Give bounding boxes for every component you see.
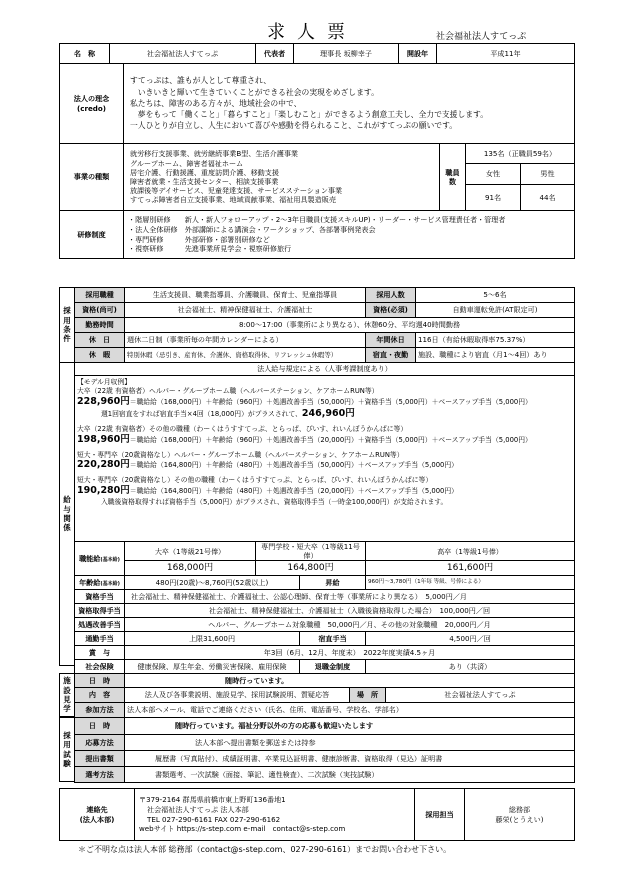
business-list: 就労移行支援事業、就労継続事業B型、生活介護事業 グループホーム、障害者福祉ホーム 居宅介護、行動援護、重度訪問介護、移動支援 障害者就業・生活支援センター、相談支援事業 放課後等デイサービス、児童発達支援、サービスステーション事業 すてっぷ障害者自立支援事業、地域貢献事業、福祉用具製造販売 [124, 144, 440, 211]
hours-label: 勤務時間 [75, 318, 125, 333]
tour-side-label: 施 設 見 学 [59, 673, 75, 717]
male-label: 男性 [521, 164, 575, 185]
page-title: 求人票 [267, 22, 357, 43]
staff-label: 職員数 [440, 144, 466, 211]
salary-rule: 法人給与規定による（人事考課制度あり） [75, 363, 575, 376]
college-grade-label: 専門学校・短大卒（1等級11号俸） [256, 542, 366, 561]
hire-count: 5～6名 [416, 288, 575, 303]
annual-holiday-label: 年間休日 [366, 333, 416, 348]
tour-apply-label: 参加方法 [75, 703, 125, 718]
night-allowance-value: 4,500円／回 [366, 632, 575, 646]
model-4: 短大・専門卒（20歳資格なし）その他の職種（わーくはうすすてっぷ、とらっぱ、ぴいす、れいんぼうかんぱに等） 190,280円＝職給給（164,800円）＋年齢給（480円）＋処遇改善手当（20,000円）＋ベースアップ手当（5,000円） 入職後資格取得すれば資格手当（5,000円）がプラスされ、資格取得手当（一時金100,000円）が支給されます。 [77, 476, 458, 506]
license-label: 資格(必須) [366, 303, 416, 318]
female-label: 女性 [466, 164, 521, 185]
leave-label: 休 暇 [75, 348, 125, 363]
name-label: 名 称 [60, 44, 110, 64]
footer-note: ＊ご不明な点は法人本部 総務部（contact@s-step.com、027-290-6161）までお問い合わせ下さい。 [78, 845, 452, 854]
tour-place-label: 場 所 [350, 688, 386, 703]
tour-content: 法人及び各事業説明、施設見学、採用試験説明、質疑応答 [125, 688, 350, 703]
org-table [59, 63, 575, 259]
univ-base-pay: 168,000円 [125, 561, 256, 576]
tour-place: 社会福祉法人すてっぷ [386, 688, 575, 703]
raise-label: 昇給 [300, 576, 366, 590]
age-pay-value: 480円(20歳)～8,760円(52歳以上) [125, 576, 300, 590]
model-1: 大卒（22歳 有資格者）ヘルパー・グループホーム職（ヘルパーステーション、ケアホームRUN等） 228,960円＝職給給（168,000円）＋年齢給（960円）＋処遇改善手当（50,000円）＋資格手当（5,000円）＋ベースアップ手当（5,000円） 週1回宿直をすれば宿直手当×4回（18,000円）がプラスされて、246,960円 [77, 386, 532, 420]
acq-allowance-label: 資格取得手当 [75, 604, 125, 618]
rep-label: 代表者 [256, 44, 294, 64]
exam-date-label: 日 時 [75, 718, 125, 735]
high-grade-label: 高卒（1等級1号俸） [366, 542, 575, 561]
salary-table [74, 362, 575, 674]
hours-value: 8:00～17:00（事業所により異なる）、休憩60分、平均週40時間勤務 [125, 318, 575, 333]
exam-side-label: 採 用 試 験 [59, 717, 75, 782]
qual-allowance-label: 資格手当 [75, 590, 125, 604]
model-2: 大卒（22歳 有資格者）その他の職種（わーくはうすすてっぷ、とらっぱ、ぴいす、れいんぼうかんぱに等） 198,960円＝職給給（168,000円）＋年齢給（960円）＋処遇改善手当（20,000円）＋資格手当（5,000円）＋ベースアップ手当（5,000円） [77, 425, 532, 445]
qual-allowance-value: 社会福祉士、精神保健福祉士、介護福祉士、公認心理師、保育士等（事業所により異なる） 5,000円／月 [125, 590, 575, 604]
hiring-table [74, 287, 575, 363]
college-base-pay: 164,800円 [256, 561, 366, 576]
business-label: 事業の種類 [60, 144, 124, 211]
retirement-label: 退職金制度 [300, 660, 366, 674]
exam-date: 随時行っています。福祉分野以外の方の応募も歓迎いたします [125, 718, 575, 735]
tour-apply: 法人本部へメール、電話でご連絡ください（氏名、住所、電話番号、学校名、学部名） [125, 703, 575, 718]
job-type-label: 採用職種 [75, 288, 125, 303]
commute-label: 通勤手当 [75, 632, 125, 646]
exam-apply-label: 応募方法 [75, 735, 125, 751]
contact-address: 〒379-2164 群馬県前橋市東上野町136番地1 社会福祉法人すてっぷ 法人本部 TEL 027-290-6161 FAX 027-290-6162 webサイト https://s-step.com e-mail contact@s-step.com [135, 789, 415, 841]
org-name: 社会福祉法人すてっぷ [110, 44, 256, 64]
exam-method-label: 選考方法 [75, 767, 125, 783]
female-count: 91名 [466, 185, 521, 211]
treatment-allowance-value: ヘルパー、グループホーム対象職種 50,000円／月、その他の対象職種 20,000円／月 [125, 618, 575, 632]
insurance-label: 社会保険 [75, 660, 125, 674]
commute-value: 上限31,600円 [125, 632, 300, 646]
annual-holiday-value: 116日（有給休暇取得率75.37%） [416, 333, 575, 348]
bonus-value: 年3回（6月、12月、年度末） 2022年度実績4.5ヶ月 [125, 646, 575, 660]
corp-name-header: 社会福祉法人すてっぷ [436, 32, 527, 42]
exam-docs-label: 提出書類 [75, 751, 125, 767]
hiring-side-label: 採 用 条 件 [59, 287, 75, 363]
leave-value: 特別休暇（忌引き、産育休、介護休、資格取得休、リフレッシュ休暇等） [125, 348, 366, 363]
exam-docs: 履歴書（写真貼付）、成績証明書、卒業見込証明書、健康診断書、資格取得（見込）証明書 [125, 751, 575, 767]
training-label: 研修制度 [60, 211, 124, 259]
salary-side-label: 給 与 関 係 [59, 362, 75, 666]
recruiter-name: 総務部 藤栄(とうえい) [465, 789, 575, 841]
age-pay-label: 年齢給(基本給) [75, 576, 125, 590]
exam-method: 書類選考、一次試験（面接、筆記、適性検査）、二次試験（実技試験） [125, 767, 575, 783]
exam-apply: 法人本部へ提出書類を郵送または持参 [125, 735, 575, 751]
night-duty-value: 施設、職種により宿直（月1～4回）あり [416, 348, 575, 363]
founded-value: 平成11年 [437, 44, 575, 64]
recruiter-label: 採用担当 [415, 789, 465, 841]
qual-label: 資格(尚可) [75, 303, 125, 318]
staff-total: 135名（正職員59名） [466, 144, 575, 164]
night-duty-label: 宿直・夜勤 [366, 348, 416, 363]
base-pay-label: 職能給(基本給) [75, 542, 125, 576]
high-base-pay: 161,600円 [366, 561, 575, 576]
raise-value: 960円～3,780円（1年毎 等級、号俸による） [366, 576, 575, 590]
contact-table [59, 788, 575, 841]
tour-table [74, 673, 575, 718]
training-list: ・階層別研修 新人・新人フォローアップ・2～3年目職員(支援スキルUP)・リーダー・サービス管理責任者・管理者 ・法人全体研修 外部講師による講演会・ワークショップ、各部署事例発表会 ・専門研修 外部研修・部署別研修など ・視察研修 先進事業所見学会・視察研修旅行 [124, 211, 575, 259]
bonus-label: 賞 与 [75, 646, 125, 660]
rep-name: 理事長 坂柳幸子 [294, 44, 399, 64]
model-3: 短大・専門卒（20歳資格なし）ヘルパー・グループホーム職（ヘルパーステーション、ケアホームRUN等） 220,280円＝職給給（164,800円）＋年齢給（480円）＋処遇改善手当（50,000円）＋ベースアップ手当（5,000円） [77, 450, 458, 471]
insurance-value: 健康保険、厚生年金、労働災害保険、雇用保険 [125, 660, 300, 674]
holiday-label: 休 日 [75, 333, 125, 348]
model-salary-box: 【モデル月収例】 大卒（22歳 有資格者）ヘルパー・グループホーム職（ヘルパーステーション、ケアホームRUN等） 228,960円＝職給給（168,000円）＋年齢給（960円）＋処遇改善手当（50,000円）＋資格手当（5,000円）＋ベースアップ手当（5,000円） 週1回宿直をすれば宿直手当×4回（18,000円）がプラスされて、246,960円 大卒（22歳 有資格者）その他の職種（わーくはうすすてっぷ、とらっぱ、ぴいす、れいんぼうかんぱに等） 198,960円＝職給給（168,000円）＋年齢給（960円）＋処遇改善手当（20,000円）＋資格手当（5,000円）＋ベースアップ手当（5,000円） 短大・専門卒（20歳資格なし）ヘルパー・グループホーム職（ヘルパーステーション、ケアホームRUN等） 220,280円＝職給給（164,800円）＋年齢給（480円）＋処遇改善手当（50,000円）＋ベースアップ手当（5,000円） 短大・専門卒（20歳資格なし）その他の職種（わーくはうすすてっぷ、とらっぱ、ぴいす、れいんぼうかんぱに等） 190,280円＝職給給（164,800円）＋年齢給（480円）＋処遇改善手当（20,000円）＋ベースアップ手当（5,000円） 入職後資格取得すれば資格手当（5,000円）がプラスされ、資格取得手当（一時金100,000円）が支給されます。 [75, 376, 575, 542]
holiday-value: 週休二日制（事業所毎の年間カレンダーによる） [125, 333, 366, 348]
philosophy-text: すてっぷは、誰もが人として尊重され、 いきいきと輝いて生きていくことができる社会の実現をめざします。 私たちは、障害のある方々が、地域社会の中で、 夢をもって「働くこと」「暮らすこと」「楽しむこと」ができるよう創意工夫し、全力で支援します。 一人ひとりが自立し、人生において喜びや感動を得られること、これがすてっぷの願いです。 [124, 64, 575, 144]
license-value: 自動車運転免許(AT限定可) [416, 303, 575, 318]
exam-table [74, 717, 575, 783]
founded-label: 開設年 [399, 44, 437, 64]
basic-info-table [59, 43, 575, 64]
retirement-value: あり（共済） [366, 660, 575, 674]
tour-content-label: 内 容 [75, 688, 125, 703]
contact-label: 連絡先 (法人本部) [60, 789, 135, 841]
univ-grade-label: 大卒（1等級21号俸） [125, 542, 256, 561]
hire-count-label: 採用人数 [366, 288, 416, 303]
tour-date-label: 日 時 [75, 674, 125, 688]
qual-value: 社会福祉士、精神保健福祉士、介護福祉士 [125, 303, 366, 318]
job-type: 生活支援員、職業指導員、介護職員、保育士、児童指導員 [125, 288, 366, 303]
philosophy-label: 法人の理念 (credo) [60, 64, 124, 144]
treatment-allowance-label: 処遇改善手当 [75, 618, 125, 632]
acq-allowance-value: 社会福祉士、精神保健福祉士、介護福祉士（入職後資格取得した場合） 100,000円／回 [125, 604, 575, 618]
night-allowance-label: 宿直手当 [300, 632, 366, 646]
male-count: 44名 [521, 185, 575, 211]
tour-date: 随時行っています。 [125, 674, 575, 688]
